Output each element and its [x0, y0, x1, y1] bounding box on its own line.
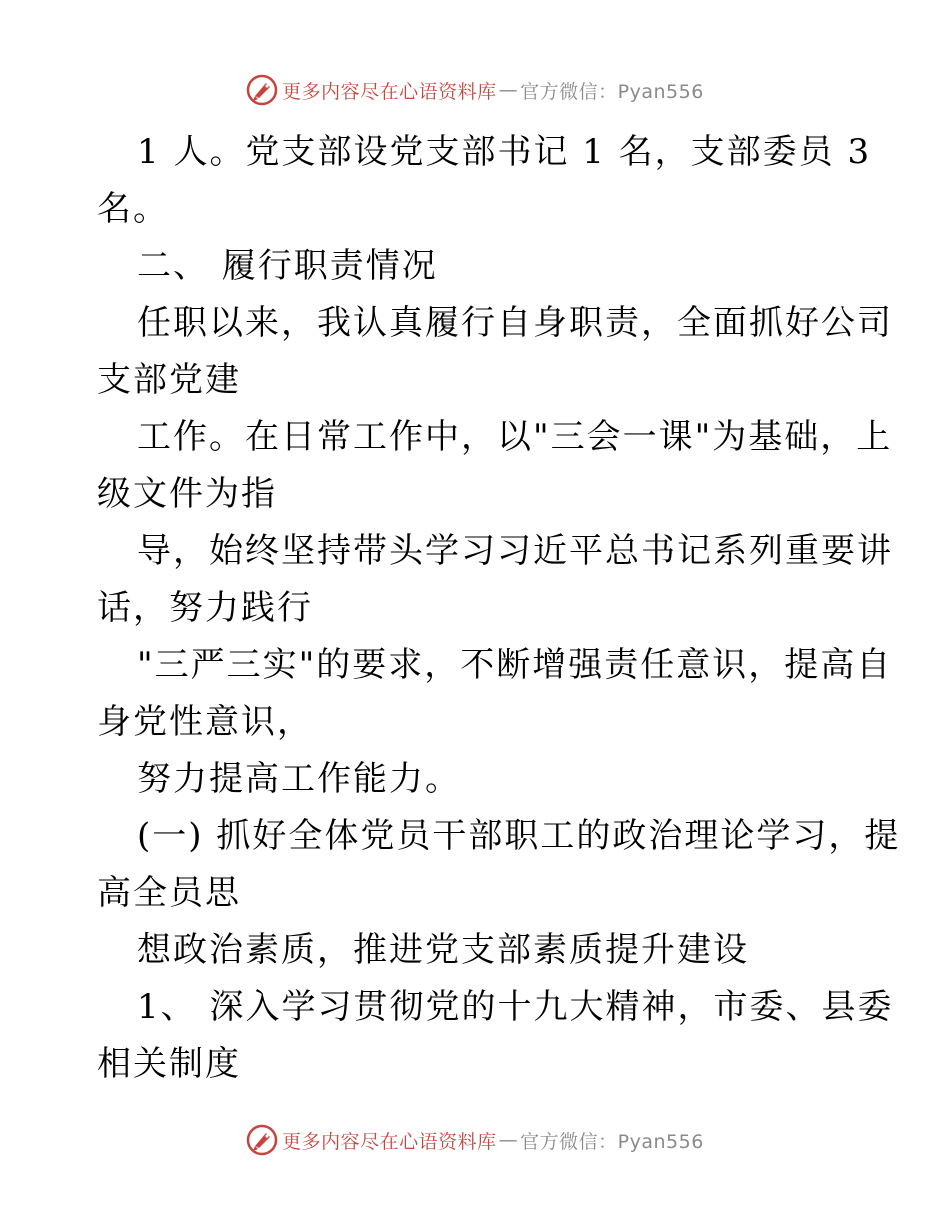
body-line: 任职以来，我认真履行自身职责，全面抓好公司 — [137, 303, 893, 343]
subsection-heading: (一) 抓好全体党员干部职工的政治理论学习，提 — [137, 816, 901, 856]
header-watermark — [0, 70, 950, 110]
pen-nib-logo-icon — [246, 1124, 278, 1156]
body-line: "三严三实"的要求，不断增强责任意识，提高自 — [137, 645, 893, 685]
body-line: 名。 — [97, 189, 169, 229]
watermark-text: 更多内容尽在心语资料库 — [282, 80, 497, 103]
document-body — [97, 124, 901, 1093]
body-line: 想政治素质，推进党支部素质提升建设 — [137, 930, 749, 970]
list-item: 1、 深入学习贯彻党的十九大精神，市委、县委 — [137, 987, 894, 1027]
body-line: 工作。在日常工作中，以"三会一课"为基础，上 — [137, 417, 893, 457]
body-line: 导，始终坚持带头学习习近平总书记系列重要讲 — [137, 531, 893, 571]
watermark-text: 更多内容尽在心语资料库 — [282, 1130, 497, 1153]
body-line: 高全员思 — [97, 873, 241, 913]
body-line: 话，努力践行 — [97, 588, 313, 628]
footer-watermark — [0, 1120, 950, 1160]
body-line: 努力提高工作能力。 — [137, 759, 461, 799]
body-line: 支部党建 — [97, 360, 241, 400]
watermark-contact: 官方微信：Pyan556 — [520, 80, 704, 103]
watermark-dash: — — [498, 1129, 519, 1151]
body-line: 相关制度 — [97, 1044, 241, 1084]
body-line: 级文件为指 — [97, 474, 277, 514]
watermark-dash: — — [498, 79, 519, 101]
section-heading: 二、 履行职责情况 — [137, 246, 438, 286]
pen-nib-logo-icon — [246, 74, 278, 106]
watermark-contact: 官方微信：Pyan556 — [520, 1130, 704, 1153]
body-line: 身党性意识， — [97, 702, 313, 742]
body-line: 1 人。党支部设党支部书记 1 名，支部委员 3 — [137, 132, 872, 172]
